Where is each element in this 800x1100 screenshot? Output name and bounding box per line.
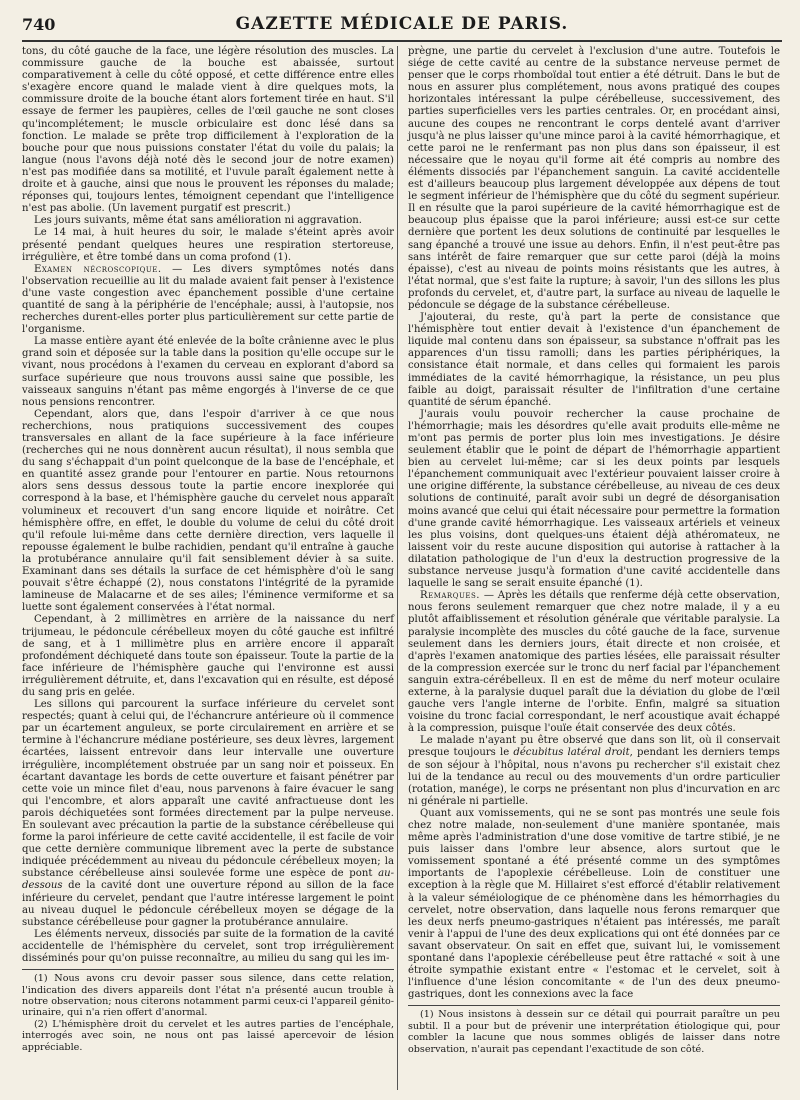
paragraph: J'aurais voulu pouvoir rechercher la cause prochaine de l'hémorrhagie; mais les désordres qu'elle avait produits elle-même ne m'ont pas permis de porter plus loin mes investigations. Je désire seulement établir que le point de départ de l'hémorrhagie appartient bien au cervelet lui-même; car si les deux points par lesquels l'épanchement communiquait avec l'extérieur pouvaient laisser croire à une origine différente, la substance cérébelleuse, au niveau de ces deux solutions de continuité, paraît avoir subi un degré de désorganisation moins avancé que celui qui était nécessaire pour permettre la formation d'une grande cavité hémorrhagique. Les vaisseaux artériels et veineux les plus voisins, dont quelques-uns étaient déjà athéromateux, ne laissent voir du reste aucune disposition qui autorise à rattacher à la dilatation pathologique de l'un d'eux la destruction progressive de la substance nerveuse jusqu'à formation d'une cavité accidentelle dans laquelle le sang se serait ensuite épanché (1). bbox=[408, 408, 780, 590]
paragraph: prègne, une partie du cervelet à l'exclusion d'une autre. Toutefois le siége de cette cavité au centre de la substance nerveuse permet de penser que le corps rhomboïdal tout entier a été détruit. Dans le but de nous en assurer plus complétement, nous avons pratiqué des coupes horizontales intéressant la pulpe cérébelleuse, successivement, des parties superficielles vers les parties centrales. Or, en procédant ainsi, aucune des coupes ne rencontrant le corps dentelé avant d'arriver jusqu'à ne plus laisser qu'une mince paroi à la cavité hémorrhagique, et cette paroi ne le renfermant pas non plus dans son épaisseur, il est nécessaire que le noyau qu'il forme ait été compris au nombre des éléments dissociés par l'épanchement sanguin. La cavité accidentelle est d'ailleurs beaucoup plus largement développée aux dépens de tout le segment inférieur de l'hémisphère que du côté du segment supérieur. Il en résulte que la paroi supérieure de la cavité hémorrhagique est de beaucoup plus épaisse que la paroi inférieure; aussi est-ce sur cette dernière que portent les deux solutions de continuité par lesquelles le sang épanché a trouvé une issue au dehors. Enfin, il n'est peut-être pas sans intérêt de faire remarquer que sur cette paroi (déjà la moins épaisse), c'est au niveau de points moins résistants que les autres, à l'état normal, que s'est faite la rupture; à savoir, l'un des sillons les plus profonds du cervelet, et, d'autre part, la surface au niveau de laquelle le pédoncule se dégage de la substance cérébelleuse. bbox=[408, 46, 780, 311]
left-column bbox=[22, 46, 394, 1053]
header-rule bbox=[22, 40, 782, 42]
page-number: 740 bbox=[22, 14, 56, 34]
paragraph: Cependant, alors que, dans l'espoir d'arriver à ce que nous recherchions, nous pratiquions successivement des coupes transversales en allant de la face supérieure à la face inférieure (recherches qui ne nous donnèrent aucun résultat), il nous sembla que du sang s'échappait d'un point quelconque de la base de l'encéphale, et en quantité assez grande pour l'entourer en partie. Nous retournons alors sens dessus dessous toute la partie encore inexplorée qui correspond à la base, et l'hémisphère gauche du cervelet nous apparaît volumineux et recouvert d'un sang encore liquide et noirâtre. Cet hémisphère offre, en effet, le double du volume de celui du côté droit qu'il refoule lui-même dans cette dernière direction, vers laquelle il repousse également le bulbe rachidien, pendant qu'il entraîne à gauche la protubérance annulaire qu'il fait sensiblement dévier à sa suite. Examinant dans ses détails la surface de cet hémisphère d'où le sang pouvait s'être échappé (2), nous constatons l'intégrité de la pyramide lamineuse de Malacarne et de ses ailes; l'éminence vermiforme et sa luette sont également conservées à l'état normal. bbox=[22, 408, 394, 614]
footnote: (2) L'hémisphère droit du cervelet et les autres parties de l'encéphale, interrogés avec soin, ne nous ont pas laissé apercevoir de lésion appréciable. bbox=[22, 1018, 394, 1053]
paragraph bbox=[22, 264, 394, 337]
paragraph: J'ajouterai, du reste, qu'à part la perte de consistance que l'hémisphère tout entier devait à l'existence d'un épanchement de liquide mal contenu dans son épaisseur, sa substance n'offrait pas les apparences d'un tissu ramolli; dans les parties périphériques, la consistance était normale, et dans celles qui formaient les parois immédiates de la cavité hémorrhagique, la résistance, un peu plus faible au doigt, paraissait résulter de l'infiltration d'une certaine quantité de sérum épanché. bbox=[408, 312, 780, 408]
column-divider bbox=[397, 46, 398, 1090]
paragraph bbox=[408, 735, 780, 808]
paragraph: Le 14 mai, à huit heures du soir, le malade s'éteint après avoir présenté pendant quelques heures une respiration stertoreuse, irrégulière, et être tombé dans un coma profond (1). bbox=[22, 227, 394, 263]
paragraph-text: , pendant les derniers temps de son séjour à l'hôpital, nous n'avons pu rechercher s'il existait chez lui de la tendance au recul ou des mouvements d'un ordre particulier (rotation, manége), le corps ne présentant non plus d'incurvation en arc ni générale ni partielle. bbox=[408, 747, 780, 807]
journal-title: GAZETTE MÉDICALE DE PARIS. bbox=[235, 14, 569, 34]
paragraph-text: — Les divers symptômes notés dans l'observation recueillie au lit du malade avaient fait penser à l'existence d'une vaste congestion avec épanchement possible d'une certaine quantité de sang à la périphérie de l'encéphale; aussi, à l'autopsie, nos recherches durent-elles porter plus particulièrement sur cette partie de l'organisme. bbox=[22, 263, 394, 336]
footnote-rule bbox=[22, 969, 394, 970]
paragraph: Les jours suivants, même état sans amélioration ni aggravation. bbox=[34, 215, 362, 227]
paragraph: La masse entière ayant été enlevée de la boîte crânienne avec le plus grand soin et déposée sur la table dans la position qu'elle occupe sur le vivant, nous procédons à l'examen du cerveau en explorant d'abord sa surface supérieure que nous trouvons aussi saine que possible, les vaisseaux sanguins n'étant pas même engorgés à l'inverse de ce que nous pensions rencontrer. bbox=[22, 336, 394, 408]
paragraph: Quant aux vomissements, qui ne se sont pas montrés une seule fois chez notre malade, non-seulement d'une manière spontanée, mais même après l'administration d'une dose vomitive de tartre stibié, je ne puis laisser dans l'ombre leur absence, alors surtout que le vomissement spontané a été présenté comme un des symptômes importants de l'apoplexie cérébelleuse. Loin de constituer une exception à la règle que M. Hillairet s'est efforcé d'établir relativement à la valeur séméiologique de ce phénomène dans les hémorrhagies du cervelet, notre observation, dans laquelle nous ferons remarquer que les deux nerfs pneumo-gastriques n'étaient pas intéressés, me paraît venir à l'appui de l'une des deux explications qui ont été données par ce savant observateur. On sait en effet que, suivant lui, le vomissement spontané dans l'apoplexie cérébelleuse peut être rattaché « soit à une étroite sympathie existant entre « l'estomac et le cervelet, soit à l'influence d'une lésion concomitante « de l'un des deux pneumo-gastriques, dont les connexions avec la face bbox=[408, 807, 780, 1001]
paragraph: Cependant, à 2 millimètres en arrière de la naissance du nerf trijumeau, le pédoncule cérébelleux moyen du côté gauche est infiltré de sang, et à 1 millimètre plus en arrière encore il apparaît profondément déchiqueté dans toute son épaisseur. Toute la partie de la face inférieure de l'hémisphère gauche qui l'environne est aussi irrégulièrement détruite, et, dans l'excavation qui en résulte, est déposé du sang pris en gelée. bbox=[22, 614, 394, 698]
italic-text: au-dessous bbox=[22, 868, 394, 892]
footnote: (1) Nous avons cru devoir passer sous silence, dans cette relation, l'indication des divers appareils dont l'état n'a présenté aucun trouble à notre observation; nous citerons notamment parmi ceux-ci l'appareil génito-urinaire, qui n'a rien offert d'anormal. bbox=[22, 973, 394, 1019]
section-label: Examen nécroscopique. bbox=[34, 263, 162, 275]
section-label: Remarques. bbox=[420, 590, 480, 602]
paragraph-text: Les sillons qui parcourent la surface inférieure du cervelet sont respectés; quant à celui qui, de l'échancrure antérieure où il commence par un écartement anguleux, se porte circulairement en arrière et se termine à l'échancrure médiane postérieure, ses deux lèvres, largement écartées, laissent entrevoir dans leur intervalle une ouverture irrégulière, incomplétement obstruée par un sang noir et poisseux. En écartant davantage les bords de cette ouverture et faisant pénétrer par cette voie un mince filet d'eau, nous parvenons à faire évacuer le sang qui l'encombre, et alors apparaît une cavité anfractueuse dont les parois déchiquetées sont formées directement par la pulpe nerveuse. En soulevant avec précaution la partie de la substance cérébelleuse qui forme la paroi inférieure de cette cavité accidentelle, il est facile de voir que cette dernière communique librement avec la perte de substance indiquée précédemment au niveau du pédoncule cérébelleux moyen; la substance cérébelleuse ainsi soulevée forme une espèce de pont bbox=[22, 699, 394, 880]
paragraph-text: Le malade n'ayant pu être observé que dans son lit, où il conservait presque toujours le bbox=[408, 735, 780, 759]
paragraph bbox=[22, 699, 394, 929]
page-header bbox=[22, 10, 782, 38]
footnote: (1) Nous insistons à dessein sur ce détail qui pourrait paraître un peu subtil. Il a pour but de prévenir une interprétation étiologique qui, pour combler la lacune que nous sommes obligés de laisser dans notre observation, n'aurait pas cependant l'exactitude de son côté. bbox=[408, 1009, 780, 1055]
paragraph-text: de la cavité dont une ouverture répond au sillon de la face inférieure du cervelet, pendant que l'autre intéresse largement le point au niveau duquel le pédoncule cérébelleux moyen se dégage de la substance cérébelleuse pour gagner la protubérance annulaire. bbox=[22, 880, 394, 928]
right-column bbox=[408, 46, 780, 1055]
italic-text: décubitus latéral droit bbox=[513, 747, 630, 759]
footnote-rule bbox=[408, 1005, 780, 1006]
paragraph-text: — Après les détails que renferme déjà cette observation, nous ferons seulement remarquer que chez notre malade, il y a eu plutôt affaiblissement et résolution générale que véritable paralysie. La paralysie incomplète des muscles du côté gauche de la face, survenue seulement dans les derniers jours, était directe et non croisée, et d'après l'examen anatomique des parties lésées, elle paraissait résulter de la compression exercée sur le tronc du nerf facial par l'épanchement sanguin extra-cérébelleux. Il en est de même du nerf moteur oculaire externe, à la paralysie duquel paraît due la déviation du globe de l'œil gauche vers l'angle interne de l'orbite. Enfin, malgré sa situation voisine du tronc facial correspondant, le nerf acoustique avait échappé à la compression, puisque l'ouïe était conservée des deux côtés. bbox=[408, 590, 780, 735]
paragraph: tons, du côté gauche de la face, une légère résolution des muscles. La commissure gauche de la bouche est abaissée, surtout comparativement à celle du côté opposé, et cette différence entre elles s'exagère encore quand le malade vient à dire quelques mots, la commissure droite de la bouche étant alors fortement tirée en haut. S'il essaye de fermer les paupières, celles de l'œil gauche ne sont closes qu'incomplétement; le muscle orbiculaire est donc lésé dans sa fonction. Le malade se prête trop difficilement à l'exploration de la bouche pour que nous puissions constater l'état du voile du palais; la langue (nous l'avons déjà noté dès le second jour de notre examen) n'est pas modifiée dans sa motilité, et l'uvule paraît également nette à droite et à gauche, ainsi que nous le prouvent les réponses du malade; réponses qui, toujours lentes, témoignent cependant que l'intelligence n'est pas abolie. (Un lavement purgatif est prescrit.) bbox=[22, 46, 394, 215]
paragraph bbox=[408, 590, 780, 735]
paragraph: Les éléments nerveux, dissociés par suite de la formation de la cavité accidentelle de l'hémisphère du cervelet, sont trop irrégulièrement disséminés pour qu'on puisse reconnaître, au milieu du sang qui les im- bbox=[22, 928, 394, 965]
